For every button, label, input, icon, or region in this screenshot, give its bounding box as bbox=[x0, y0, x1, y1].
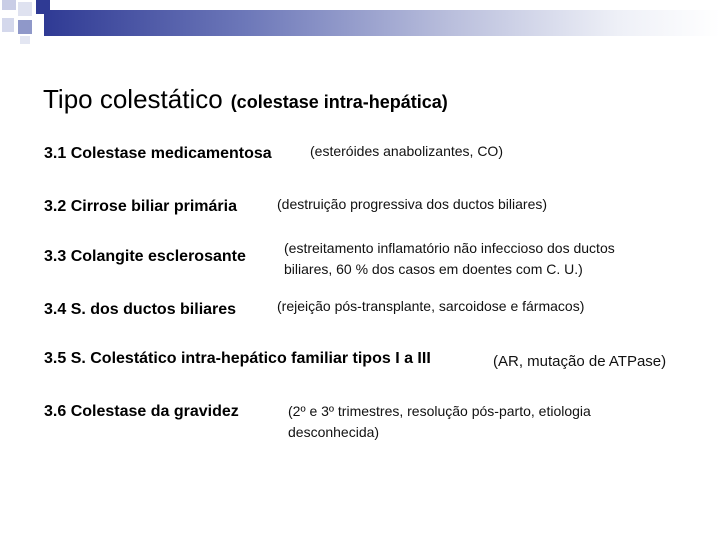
item-label: 3.4 S. dos ductos biliares bbox=[44, 301, 237, 318]
decor-square-light-1 bbox=[2, 0, 16, 10]
item-note: (AR, mutação de ATPase) bbox=[493, 353, 667, 370]
item-note-line-1: (estreitamento inflamatório não infeccioso dos ductos bbox=[284, 240, 615, 256]
header-decoration bbox=[0, 0, 720, 48]
page-title bbox=[43, 84, 448, 115]
item-label: 3.3 Colangite esclerosante bbox=[44, 248, 246, 265]
item-note-line-1: (2º e 3º trimestres, resolução pós-parto, etiologia bbox=[288, 403, 591, 419]
item-note-line-2: biliares, 60 % dos casos em doentes com C. U.) bbox=[284, 261, 583, 277]
item-label: 3.6 Colestase da gravidez bbox=[44, 403, 239, 420]
item-note: (destruição progressiva dos ductos biliares) bbox=[277, 196, 548, 212]
title-subtitle: (colestase intra-hepática) bbox=[230, 92, 448, 112]
item-label: 3.2 Cirrose biliar primária bbox=[44, 198, 237, 215]
header-gradient-bar bbox=[44, 10, 720, 36]
decor-square-light-2 bbox=[18, 2, 32, 16]
decor-square-light-3 bbox=[2, 18, 14, 32]
item-note: (rejeição pós-transplante, sarcoidose e fármacos) bbox=[277, 298, 585, 314]
item-note: (esteróides anabolizantes, CO) bbox=[310, 143, 503, 159]
decor-square-mid bbox=[18, 20, 32, 34]
title-main: Tipo colestático bbox=[43, 84, 223, 114]
item-note-line-2: desconhecida) bbox=[288, 424, 380, 440]
item-label: 3.5 S. Colestático intra-hepático familiar tipos I a III bbox=[44, 350, 431, 367]
decor-square-light-4 bbox=[20, 36, 30, 44]
item-label: 3.1 Colestase medicamentosa bbox=[44, 145, 272, 162]
